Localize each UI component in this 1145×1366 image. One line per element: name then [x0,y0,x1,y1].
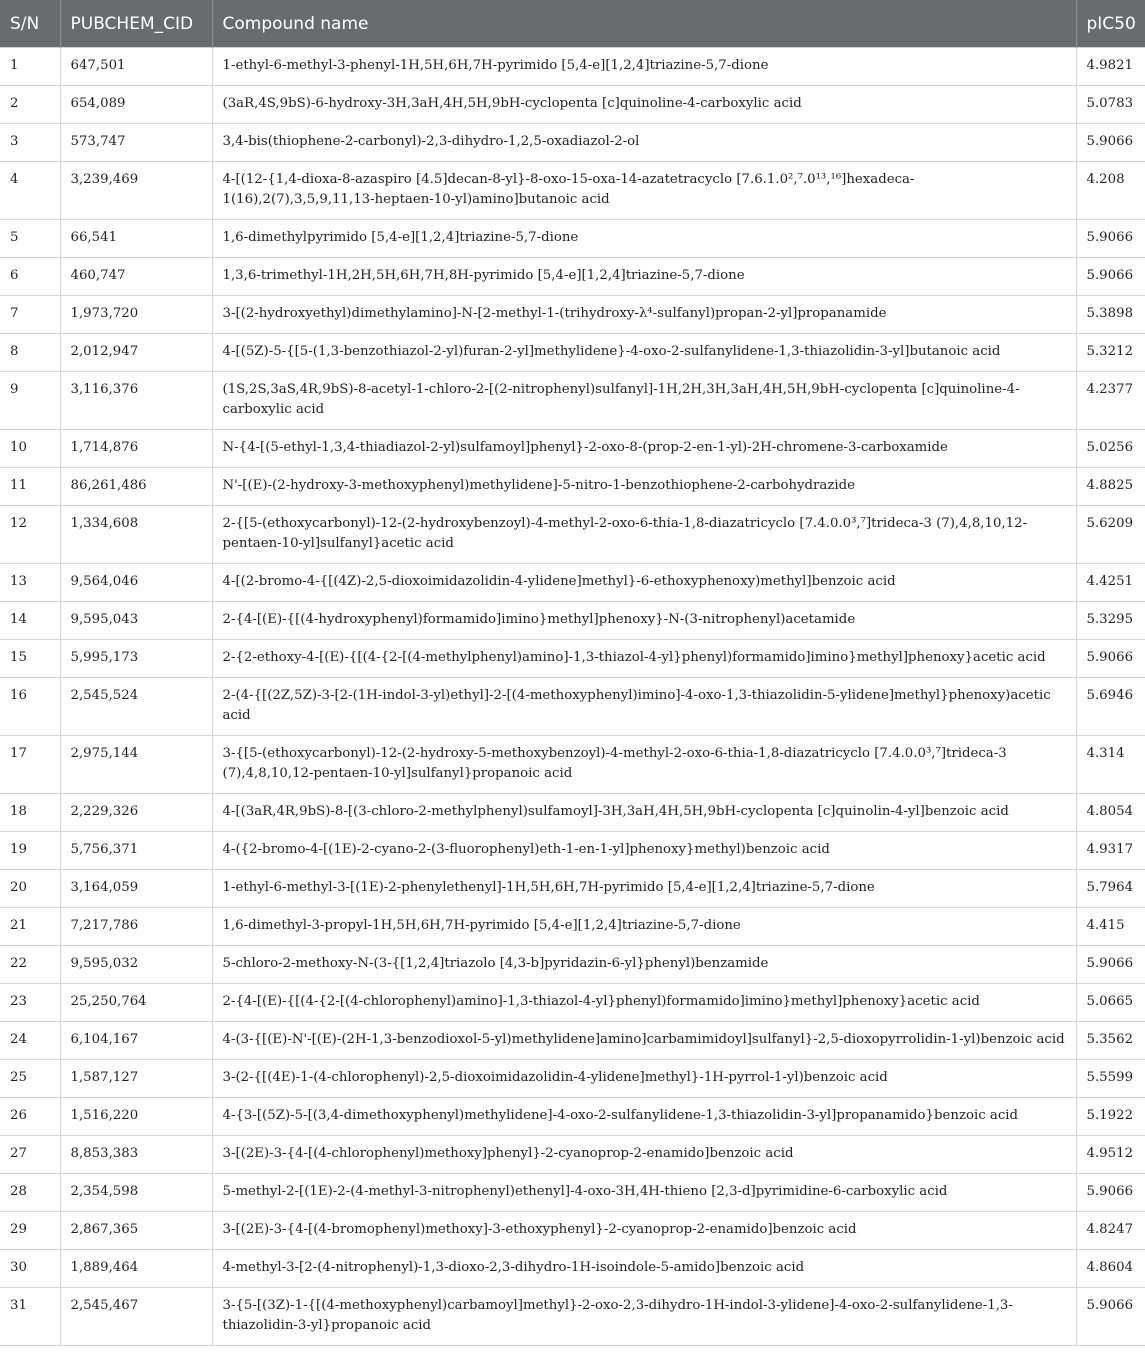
header-pic50: pIC50 [1076,0,1145,48]
pic50-cell: 5.3898 [1076,296,1145,334]
pubchem-cid-cell: 2,545,467 [60,1288,212,1346]
sn-cell: 12 [0,506,60,564]
compound-name-cell: N'-[(E)-(2-hydroxy-3-methoxyphenyl)methylidene]-5-nitro-1-benzothiophene-2-carbohydrazide [212,468,1076,506]
pubchem-cid-cell: 573,747 [60,124,212,162]
pic50-cell: 5.9066 [1076,946,1145,984]
pic50-cell: 4.8054 [1076,794,1145,832]
pic50-cell: 5.9066 [1076,124,1145,162]
pic50-cell: 4.9512 [1076,1136,1145,1174]
pubchem-cid-cell: 86,261,486 [60,468,212,506]
table-row [0,984,1145,1022]
table-row [0,124,1145,162]
compound-name-cell: 1,3,6-trimethyl-1H,2H,5H,6H,7H,8H-pyrimido [5,4-e][1,2,4]triazine-5,7-dione [212,258,1076,296]
pubchem-cid-cell: 3,239,469 [60,162,212,220]
pic50-cell: 4.8825 [1076,468,1145,506]
table-row [0,832,1145,870]
compound-name-cell: 3-(2-{[(4E)-1-(4-chlorophenyl)-2,5-dioxoimidazolidin-4-ylidene]methyl}-1H-pyrrol-1-yl)benzoic acid [212,1060,1076,1098]
table-row [0,1174,1145,1212]
pic50-cell: 5.6209 [1076,506,1145,564]
pubchem-cid-cell: 5,995,173 [60,640,212,678]
pic50-cell: 5.0665 [1076,984,1145,1022]
compound-name-cell: 3-[(2-hydroxyethyl)dimethylamino]-N-[2-methyl-1-(trihydroxy-λ⁴-sulfanyl)propan-2-yl]propanamide [212,296,1076,334]
pubchem-cid-cell: 2,012,947 [60,334,212,372]
sn-cell: 23 [0,984,60,1022]
sn-cell: 28 [0,1174,60,1212]
compound-name-cell: 4-[(3aR,4R,9bS)-8-[(3-chloro-2-methylphenyl)sulfamoyl]-3H,3aH,4H,5H,9bH-cyclopenta [c]quinolin-4-yl]benzoic acid [212,794,1076,832]
sn-cell: 27 [0,1136,60,1174]
pubchem-cid-cell: 1,587,127 [60,1060,212,1098]
table-row [0,678,1145,736]
compound-name-cell: 1,6-dimethylpyrimido [5,4-e][1,2,4]triazine-5,7-dione [212,220,1076,258]
pubchem-cid-cell: 66,541 [60,220,212,258]
pubchem-cid-cell: 25,250,764 [60,984,212,1022]
compound-name-cell: 5-chloro-2-methoxy-N-(3-{[1,2,4]triazolo [4,3-b]pyridazin-6-yl}phenyl)benzamide [212,946,1076,984]
compound-name-cell: 4-({2-bromo-4-[(1E)-2-cyano-2-(3-fluorophenyl)eth-1-en-1-yl]phenoxy}methyl)benzoic acid [212,832,1076,870]
sn-cell: 6 [0,258,60,296]
compound-name-cell: 3-[(2E)-3-{4-[(4-chlorophenyl)methoxy]phenyl}-2-cyanoprop-2-enamido]benzoic acid [212,1136,1076,1174]
compound-name-cell: 4-methyl-3-[2-(4-nitrophenyl)-1,3-dioxo-2,3-dihydro-1H-isoindole-5-amido]benzoic acid [212,1250,1076,1288]
sn-cell: 24 [0,1022,60,1060]
pubchem-cid-cell: 9,564,046 [60,564,212,602]
compound-name-cell: 2-{[5-(ethoxycarbonyl)-12-(2-hydroxybenzoyl)-4-methyl-2-oxo-6-thia-1,8-diazatricyclo [7.4.0.0³,⁷]trideca-3 (7),4,8,10,12-pentaen-10-yl]sulfanyl}acetic acid [212,506,1076,564]
header-pubchem-cid: PUBCHEM_CID [60,0,212,48]
pic50-cell: 5.3562 [1076,1022,1145,1060]
compound-name-cell: 3,4-bis(thiophene-2-carbonyl)-2,3-dihydro-1,2,5-oxadiazol-2-ol [212,124,1076,162]
sn-cell: 31 [0,1288,60,1346]
pubchem-cid-cell: 3,164,059 [60,870,212,908]
pic50-cell: 5.7964 [1076,870,1145,908]
table-row [0,794,1145,832]
table-row [0,1212,1145,1250]
pic50-cell: 5.3295 [1076,602,1145,640]
table-row [0,468,1145,506]
table-row [0,162,1145,220]
table-row [0,296,1145,334]
compound-name-cell: 1-ethyl-6-methyl-3-phenyl-1H,5H,6H,7H-pyrimido [5,4-e][1,2,4]triazine-5,7-dione [212,48,1076,86]
compound-name-cell: 4-[(12-{1,4-dioxa-8-azaspiro [4.5]decan-8-yl}-8-oxo-15-oxa-14-azatetracyclo [7.6.1.0²,⁷.0¹³,¹⁶]hexadeca-1(16),2(7),3,5,9,11,13-heptaen-10-yl)amino]butanoic acid [212,162,1076,220]
table-row [0,220,1145,258]
table-row [0,86,1145,124]
sn-cell: 14 [0,602,60,640]
sn-cell: 5 [0,220,60,258]
sn-cell: 13 [0,564,60,602]
sn-cell: 22 [0,946,60,984]
pubchem-cid-cell: 3,116,376 [60,372,212,430]
compound-name-cell: N-{4-[(5-ethyl-1,3,4-thiadiazol-2-yl)sulfamoyl]phenyl}-2-oxo-8-(prop-2-en-1-yl)-2H-chromene-3-carboxamide [212,430,1076,468]
table-row [0,1098,1145,1136]
table-row [0,602,1145,640]
sn-cell: 11 [0,468,60,506]
table-row [0,640,1145,678]
sn-cell: 21 [0,908,60,946]
compound-name-cell: 2-{4-[(E)-{[(4-{2-[(4-chlorophenyl)amino]-1,3-thiazol-4-yl}phenyl)formamido]imino}methyl]phenoxy}acetic acid [212,984,1076,1022]
pubchem-cid-cell: 7,217,786 [60,908,212,946]
header-sn: S/N [0,0,60,48]
sn-cell: 17 [0,736,60,794]
table-row [0,1136,1145,1174]
table-row [0,372,1145,430]
pubchem-cid-cell: 2,545,524 [60,678,212,736]
sn-cell: 30 [0,1250,60,1288]
compound-name-cell: 1,6-dimethyl-3-propyl-1H,5H,6H,7H-pyrimido [5,4-e][1,2,4]triazine-5,7-dione [212,908,1076,946]
pic50-cell: 5.9066 [1076,1288,1145,1346]
pubchem-cid-cell: 5,756,371 [60,832,212,870]
compound-name-cell: (3aR,4S,9bS)-6-hydroxy-3H,3aH,4H,5H,9bH-cyclopenta [c]quinoline-4-carboxylic acid [212,86,1076,124]
table-row [0,870,1145,908]
compound-name-cell: 2-{2-ethoxy-4-[(E)-{[(4-{2-[(4-methylphenyl)amino]-1,3-thiazol-4-yl}phenyl)formamido]imino}methyl]phenoxy}acetic acid [212,640,1076,678]
compound-name-cell: 4-[(5Z)-5-{[5-(1,3-benzothiazol-2-yl)furan-2-yl]methylidene}-4-oxo-2-sulfanylidene-1,3-thiazolidin-3-yl]butanoic acid [212,334,1076,372]
compound-name-cell: 2-{4-[(E)-{[(4-hydroxyphenyl)formamido]imino}methyl]phenoxy}-N-(3-nitrophenyl)acetamide [212,602,1076,640]
sn-cell: 16 [0,678,60,736]
compound-name-cell: (1S,2S,3aS,4R,9bS)-8-acetyl-1-chloro-2-[(2-nitrophenyl)sulfanyl]-1H,2H,3H,3aH,4H,5H,9bH-cyclopenta [c]quinoline-4-carboxylic acid [212,372,1076,430]
sn-cell: 29 [0,1212,60,1250]
compound-name-cell: 3-{5-[(3Z)-1-{[(4-methoxyphenyl)carbamoyl]methyl}-2-oxo-2,3-dihydro-1H-indol-3-ylidene]-4-oxo-2-sulfanylidene-1,3-thiazolidin-3-yl}propanoic acid [212,1288,1076,1346]
pubchem-cid-cell: 647,501 [60,48,212,86]
table-row [0,258,1145,296]
pubchem-cid-cell: 2,867,365 [60,1212,212,1250]
pubchem-cid-cell: 460,747 [60,258,212,296]
table-row [0,564,1145,602]
sn-cell: 9 [0,372,60,430]
pic50-cell: 5.9066 [1076,258,1145,296]
sn-cell: 2 [0,86,60,124]
pubchem-cid-cell: 8,853,383 [60,1136,212,1174]
pubchem-cid-cell: 1,714,876 [60,430,212,468]
table-row [0,1250,1145,1288]
compound-name-cell: 1-ethyl-6-methyl-3-[(1E)-2-phenylethenyl]-1H,5H,6H,7H-pyrimido [5,4-e][1,2,4]triazine-5,7-dione [212,870,1076,908]
pic50-cell: 4.9317 [1076,832,1145,870]
pubchem-cid-cell: 9,595,032 [60,946,212,984]
sn-cell: 20 [0,870,60,908]
pic50-cell: 5.9066 [1076,1174,1145,1212]
pubchem-cid-cell: 1,516,220 [60,1098,212,1136]
table-body [0,48,1145,1346]
pic50-cell: 4.9821 [1076,48,1145,86]
table-row [0,1288,1145,1346]
pubchem-cid-cell: 2,229,326 [60,794,212,832]
pubchem-cid-cell: 6,104,167 [60,1022,212,1060]
pic50-cell: 5.9066 [1076,220,1145,258]
compound-name-cell: 2-(4-{[(2Z,5Z)-3-[2-(1H-indol-3-yl)ethyl]-2-[(4-methoxyphenyl)imino]-4-oxo-1,3-thiazolidin-5-ylidene]methyl}phenoxy)acetic acid [212,678,1076,736]
table-row [0,334,1145,372]
sn-cell: 4 [0,162,60,220]
pic50-cell: 4.2377 [1076,372,1145,430]
sn-cell: 7 [0,296,60,334]
table-row [0,1060,1145,1098]
pic50-cell: 5.6946 [1076,678,1145,736]
sn-cell: 19 [0,832,60,870]
compound-name-cell: 4-[(2-bromo-4-{[(4Z)-2,5-dioxoimidazolidin-4-ylidene]methyl}-6-ethoxyphenoxy)methyl]benzoic acid [212,564,1076,602]
pic50-cell: 4.415 [1076,908,1145,946]
pubchem-cid-cell: 1,334,608 [60,506,212,564]
pic50-cell: 5.0256 [1076,430,1145,468]
pubchem-cid-cell: 9,595,043 [60,602,212,640]
pubchem-cid-cell: 1,973,720 [60,296,212,334]
pic50-cell: 5.3212 [1076,334,1145,372]
table-row [0,946,1145,984]
sn-cell: 3 [0,124,60,162]
table-row [0,48,1145,86]
compound-name-cell: 4-{3-[(5Z)-5-[(3,4-dimethoxyphenyl)methylidene]-4-oxo-2-sulfanylidene-1,3-thiazolidin-3-yl]propanamido}benzoic acid [212,1098,1076,1136]
pic50-cell: 4.4251 [1076,564,1145,602]
pic50-cell: 5.9066 [1076,640,1145,678]
pic50-cell: 4.314 [1076,736,1145,794]
pic50-cell: 5.1922 [1076,1098,1145,1136]
pic50-cell: 5.5599 [1076,1060,1145,1098]
pubchem-cid-cell: 2,975,144 [60,736,212,794]
compound-name-cell: 4-(3-{[(E)-N'-[(E)-(2H-1,3-benzodioxol-5-yl)methylidene]amino]carbamimidoyl]sulfanyl}-2,5-dioxopyrrolidin-1-yl)benzoic acid [212,1022,1076,1060]
pubchem-cid-cell: 2,354,598 [60,1174,212,1212]
sn-cell: 10 [0,430,60,468]
table-row [0,1022,1145,1060]
pic50-cell: 4.8604 [1076,1250,1145,1288]
compound-name-cell: 3-{[5-(ethoxycarbonyl)-12-(2-hydroxy-5-methoxybenzoyl)-4-methyl-2-oxo-6-thia-1,8-diazatricyclo [7.4.0.0³,⁷]trideca-3 (7),4,8,10,12-pentaen-10-yl]sulfanyl}propanoic acid [212,736,1076,794]
pubchem-cid-cell: 1,889,464 [60,1250,212,1288]
table-row [0,908,1145,946]
compound-name-cell: 5-methyl-2-[(1E)-2-(4-methyl-3-nitrophenyl)ethenyl]-4-oxo-3H,4H-thieno [2,3-d]pyrimidine-6-carboxylic acid [212,1174,1076,1212]
table-header-row [0,0,1145,48]
table-row [0,430,1145,468]
compound-name-cell: 3-[(2E)-3-{4-[(4-bromophenyl)methoxy]-3-ethoxyphenyl}-2-cyanoprop-2-enamido]benzoic acid [212,1212,1076,1250]
sn-cell: 25 [0,1060,60,1098]
table-row [0,506,1145,564]
pic50-cell: 4.208 [1076,162,1145,220]
pic50-cell: 5.0783 [1076,86,1145,124]
sn-cell: 1 [0,48,60,86]
pubchem-cid-cell: 654,089 [60,86,212,124]
table-row [0,736,1145,794]
header-compound-name: Compound name [212,0,1076,48]
sn-cell: 18 [0,794,60,832]
sn-cell: 26 [0,1098,60,1136]
pic50-cell: 4.8247 [1076,1212,1145,1250]
sn-cell: 8 [0,334,60,372]
sn-cell: 15 [0,640,60,678]
